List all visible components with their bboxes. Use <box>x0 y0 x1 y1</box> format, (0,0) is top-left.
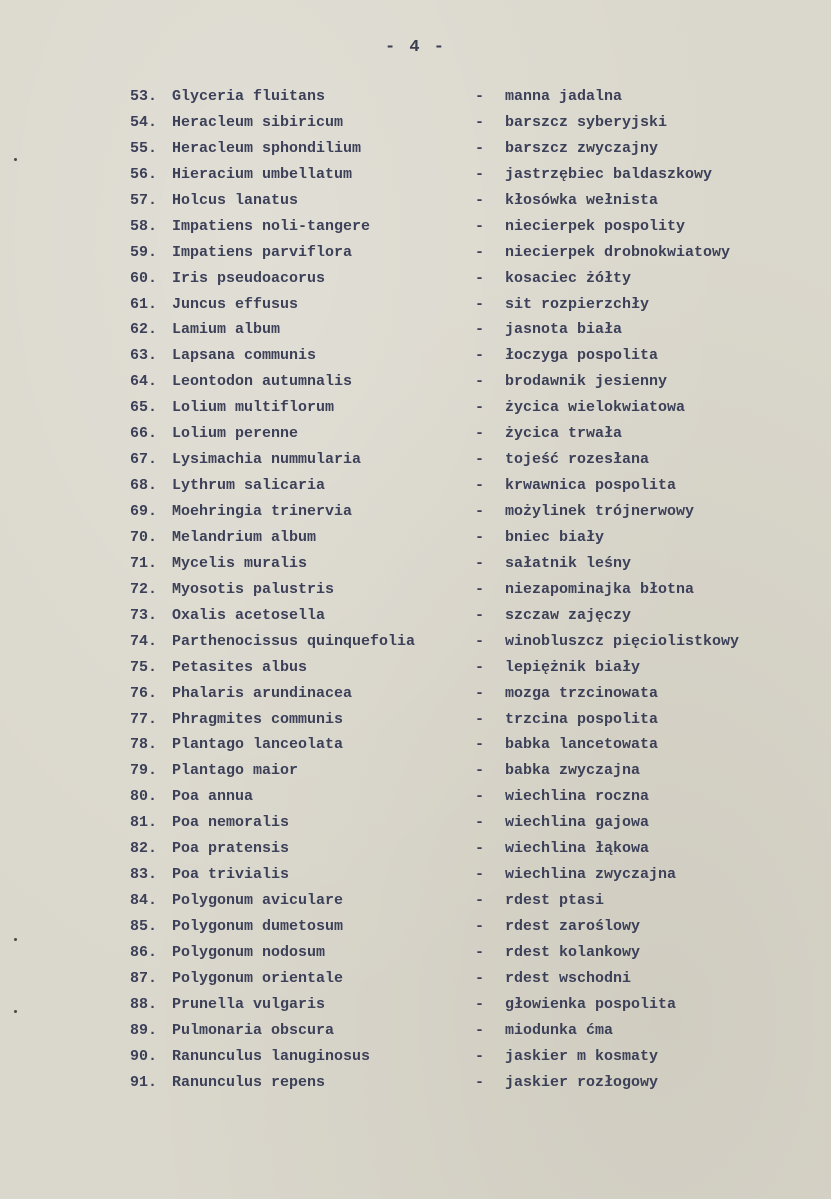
latin-name: Lolium perenne <box>172 425 299 443</box>
latin-name: Heracleum sibiricum <box>172 113 344 131</box>
species-number: 56. <box>130 165 158 183</box>
species-row <box>130 862 810 888</box>
species-number: 63. <box>130 347 158 365</box>
species-row <box>130 499 810 525</box>
latin-name: Hieracium umbellatum <box>172 165 353 183</box>
latin-name: Lapsana communis <box>172 347 317 365</box>
species-number: 61. <box>130 295 158 313</box>
polish-name: brodawnik jesienny <box>505 373 668 391</box>
polish-name: tojeść rozesłana <box>505 451 650 469</box>
latin-name: Impatiens noli-tangere <box>172 217 371 235</box>
species-row <box>130 188 810 214</box>
species-number: 68. <box>130 477 158 495</box>
latin-name: Phragmites communis <box>172 710 344 728</box>
page-number: - 4 - <box>384 38 446 57</box>
species-number: 66. <box>130 425 158 443</box>
polish-name: jastrzębiec baldaszkowy <box>505 165 713 183</box>
separator-dash: - <box>475 1073 485 1091</box>
separator-dash: - <box>475 191 485 209</box>
species-row <box>130 162 810 188</box>
separator-dash: - <box>475 995 485 1013</box>
species-row <box>130 655 810 681</box>
separator-dash: - <box>475 554 485 572</box>
polish-name: barszcz zwyczajny <box>505 139 659 157</box>
polish-name: rdest zaroślowy <box>505 918 641 935</box>
species-number: 87. <box>130 969 158 987</box>
species-number: 82. <box>130 840 158 858</box>
separator-dash: - <box>475 866 485 884</box>
separator-dash: - <box>475 88 485 105</box>
latin-name: Poa annua <box>172 788 254 806</box>
species-number: 83. <box>130 866 158 884</box>
latin-name: Parthenocissus quinquefolia <box>172 632 416 650</box>
polish-name: sit rozpierzchły <box>505 295 650 313</box>
latin-name: Ranunculus repens <box>172 1073 326 1091</box>
species-number: 88. <box>130 995 158 1013</box>
latin-name: Holcus lanatus <box>172 191 299 209</box>
species-row <box>130 317 810 343</box>
species-row <box>130 577 810 603</box>
species-number: 64. <box>130 373 158 391</box>
species-number: 58. <box>130 217 158 235</box>
separator-dash: - <box>475 243 485 261</box>
separator-dash: - <box>475 399 485 417</box>
punch-mark <box>14 158 17 161</box>
species-number: 53. <box>130 88 158 105</box>
polish-name: jasnota biała <box>505 321 623 339</box>
latin-name: Oxalis acetosella <box>172 606 326 624</box>
species-row <box>130 758 810 784</box>
species-row <box>130 966 810 992</box>
polish-name: trzcina pospolita <box>505 710 659 728</box>
species-number: 67. <box>130 451 158 469</box>
separator-dash: - <box>475 892 485 910</box>
separator-dash: - <box>475 1021 485 1039</box>
polish-name: rdest ptasi <box>505 892 605 910</box>
latin-name: Lolium multiflorum <box>172 399 335 417</box>
latin-name: Lysimachia nummularia <box>172 451 362 469</box>
latin-name: Polygonum dumetosum <box>172 918 344 935</box>
separator-dash: - <box>475 425 485 443</box>
species-number: 84. <box>130 892 158 910</box>
polish-name: miodunka ćma <box>505 1021 614 1039</box>
latin-name: Lamium album <box>172 321 281 339</box>
separator-dash: - <box>475 321 485 339</box>
species-number: 91. <box>130 1073 158 1091</box>
species-row <box>130 447 810 473</box>
species-row <box>130 1044 810 1070</box>
separator-dash: - <box>475 113 485 131</box>
latin-name: Polygonum nodosum <box>172 943 326 961</box>
latin-name: Mycelis muralis <box>172 554 308 572</box>
separator-dash: - <box>475 165 485 183</box>
species-row <box>130 1018 810 1044</box>
species-number: 62. <box>130 321 158 339</box>
species-row <box>130 681 810 707</box>
species-number: 57. <box>130 191 158 209</box>
separator-dash: - <box>475 373 485 391</box>
separator-dash: - <box>475 528 485 546</box>
latin-name: Glyceria fluitans <box>172 88 326 105</box>
polish-name: krwawnica pospolita <box>505 477 677 495</box>
polish-name: barszcz syberyjski <box>505 113 668 131</box>
polish-name: rdest kolankowy <box>505 943 641 961</box>
polish-name: szczaw zajęczy <box>505 606 632 624</box>
polish-name: kłosówka wełnista <box>505 191 659 209</box>
latin-name: Pulmonaria obscura <box>172 1021 335 1039</box>
species-number: 71. <box>130 554 158 572</box>
polish-name: lepiężnik biały <box>505 658 641 676</box>
polish-name: niecierpek pospolity <box>505 217 686 235</box>
separator-dash: - <box>475 684 485 702</box>
separator-dash: - <box>475 347 485 365</box>
species-row <box>130 214 810 240</box>
polish-name: wiechlina roczna <box>505 788 650 806</box>
species-row <box>130 136 810 162</box>
separator-dash: - <box>475 710 485 728</box>
species-number: 76. <box>130 684 158 702</box>
species-row <box>130 473 810 499</box>
latin-name: Polygonum orientale <box>172 969 344 987</box>
separator-dash: - <box>475 503 485 520</box>
separator-dash: - <box>475 840 485 858</box>
species-row <box>130 343 810 369</box>
species-row <box>130 421 810 447</box>
species-number: 75. <box>130 658 158 676</box>
separator-dash: - <box>475 814 485 832</box>
species-row <box>130 914 810 940</box>
separator-dash: - <box>475 943 485 961</box>
species-row <box>130 784 810 810</box>
polish-name: wiechlina łąkowa <box>505 840 650 858</box>
species-row <box>130 84 810 110</box>
polish-name: niecierpek drobnokwiatowy <box>505 243 731 261</box>
polish-name: babka lancetowata <box>505 736 659 754</box>
species-row <box>130 1070 810 1096</box>
separator-dash: - <box>475 1047 485 1065</box>
species-list <box>130 84 810 1096</box>
separator-dash: - <box>475 295 485 313</box>
latin-name: Poa nemoralis <box>172 814 290 832</box>
separator-dash: - <box>475 580 485 598</box>
separator-dash: - <box>475 658 485 676</box>
latin-name: Ranunculus lanuginosus <box>172 1047 371 1065</box>
species-number: 90. <box>130 1047 158 1065</box>
separator-dash: - <box>475 217 485 235</box>
species-number: 78. <box>130 736 158 754</box>
polish-name: jaskier m kosmaty <box>505 1047 659 1065</box>
latin-name: Leontodon autumnalis <box>172 373 353 391</box>
latin-name: Juncus effusus <box>172 295 299 313</box>
polish-name: życica wielokwiatowa <box>505 399 686 417</box>
species-row <box>130 551 810 577</box>
species-row <box>130 395 810 421</box>
separator-dash: - <box>475 269 485 287</box>
species-number: 55. <box>130 139 158 157</box>
species-row <box>130 240 810 266</box>
species-number: 86. <box>130 943 158 961</box>
polish-name: rdest wschodni <box>505 969 632 987</box>
polish-name: niezapominajka błotna <box>505 580 695 598</box>
polish-name: kosaciec żółty <box>505 269 632 287</box>
polish-name: winobluszcz pięciolistkowy <box>505 632 740 650</box>
species-row <box>130 888 810 914</box>
species-number: 69. <box>130 503 158 520</box>
species-row <box>130 292 810 318</box>
latin-name: Plantago maior <box>172 762 299 780</box>
separator-dash: - <box>475 736 485 754</box>
separator-dash: - <box>475 918 485 935</box>
species-number: 59. <box>130 243 158 261</box>
latin-name: Impatiens parviflora <box>172 243 353 261</box>
separator-dash: - <box>475 139 485 157</box>
species-row <box>130 940 810 966</box>
latin-name: Poa pratensis <box>172 840 290 858</box>
polish-name: mozga trzcinowata <box>505 684 659 702</box>
species-number: 80. <box>130 788 158 806</box>
punch-mark <box>14 938 17 941</box>
latin-name: Polygonum aviculare <box>172 892 344 910</box>
latin-name: Myosotis palustris <box>172 580 335 598</box>
polish-name: bniec biały <box>505 528 605 546</box>
polish-name: sałatnik leśny <box>505 554 632 572</box>
species-number: 81. <box>130 814 158 832</box>
species-row <box>130 266 810 292</box>
latin-name: Petasites albus <box>172 658 308 676</box>
latin-name: Moehringia trinervia <box>172 503 353 520</box>
species-number: 79. <box>130 762 158 780</box>
polish-name: łoczyga pospolita <box>505 347 659 365</box>
species-row <box>130 525 810 551</box>
polish-name: wiechlina zwyczajna <box>505 866 677 884</box>
species-number: 65. <box>130 399 158 417</box>
species-row <box>130 707 810 733</box>
polish-name: życica trwała <box>505 425 623 443</box>
species-number: 70. <box>130 528 158 546</box>
polish-name: możylinek trójnerwowy <box>505 503 695 520</box>
separator-dash: - <box>475 969 485 987</box>
punch-mark <box>14 1010 17 1013</box>
species-row <box>130 732 810 758</box>
latin-name: Heracleum sphondilium <box>172 139 362 157</box>
species-row <box>130 992 810 1018</box>
species-number: 74. <box>130 632 158 650</box>
species-row <box>130 836 810 862</box>
separator-dash: - <box>475 477 485 495</box>
polish-name: wiechlina gajowa <box>505 814 650 832</box>
species-number: 73. <box>130 606 158 624</box>
separator-dash: - <box>475 762 485 780</box>
separator-dash: - <box>475 788 485 806</box>
species-number: 77. <box>130 710 158 728</box>
species-row <box>130 629 810 655</box>
latin-name: Iris pseudoacorus <box>172 269 326 287</box>
species-row <box>130 369 810 395</box>
species-number: 72. <box>130 580 158 598</box>
latin-name: Plantago lanceolata <box>172 736 344 754</box>
species-number: 54. <box>130 113 158 131</box>
latin-name: Poa trivialis <box>172 866 290 884</box>
latin-name: Melandrium album <box>172 528 317 546</box>
polish-name: babka zwyczajna <box>505 762 641 780</box>
latin-name: Phalaris arundinacea <box>172 684 353 702</box>
species-number: 60. <box>130 269 158 287</box>
polish-name: głowienka pospolita <box>505 995 677 1013</box>
latin-name: Lythrum salicaria <box>172 477 326 495</box>
species-number: 89. <box>130 1021 158 1039</box>
latin-name: Prunella vulgaris <box>172 995 326 1013</box>
separator-dash: - <box>475 451 485 469</box>
separator-dash: - <box>475 606 485 624</box>
species-row <box>130 810 810 836</box>
polish-name: jaskier rozłogowy <box>505 1073 659 1091</box>
species-row <box>130 110 810 136</box>
species-row <box>130 603 810 629</box>
separator-dash: - <box>475 632 485 650</box>
polish-name: manna jadalna <box>505 88 623 105</box>
species-number: 85. <box>130 918 158 935</box>
